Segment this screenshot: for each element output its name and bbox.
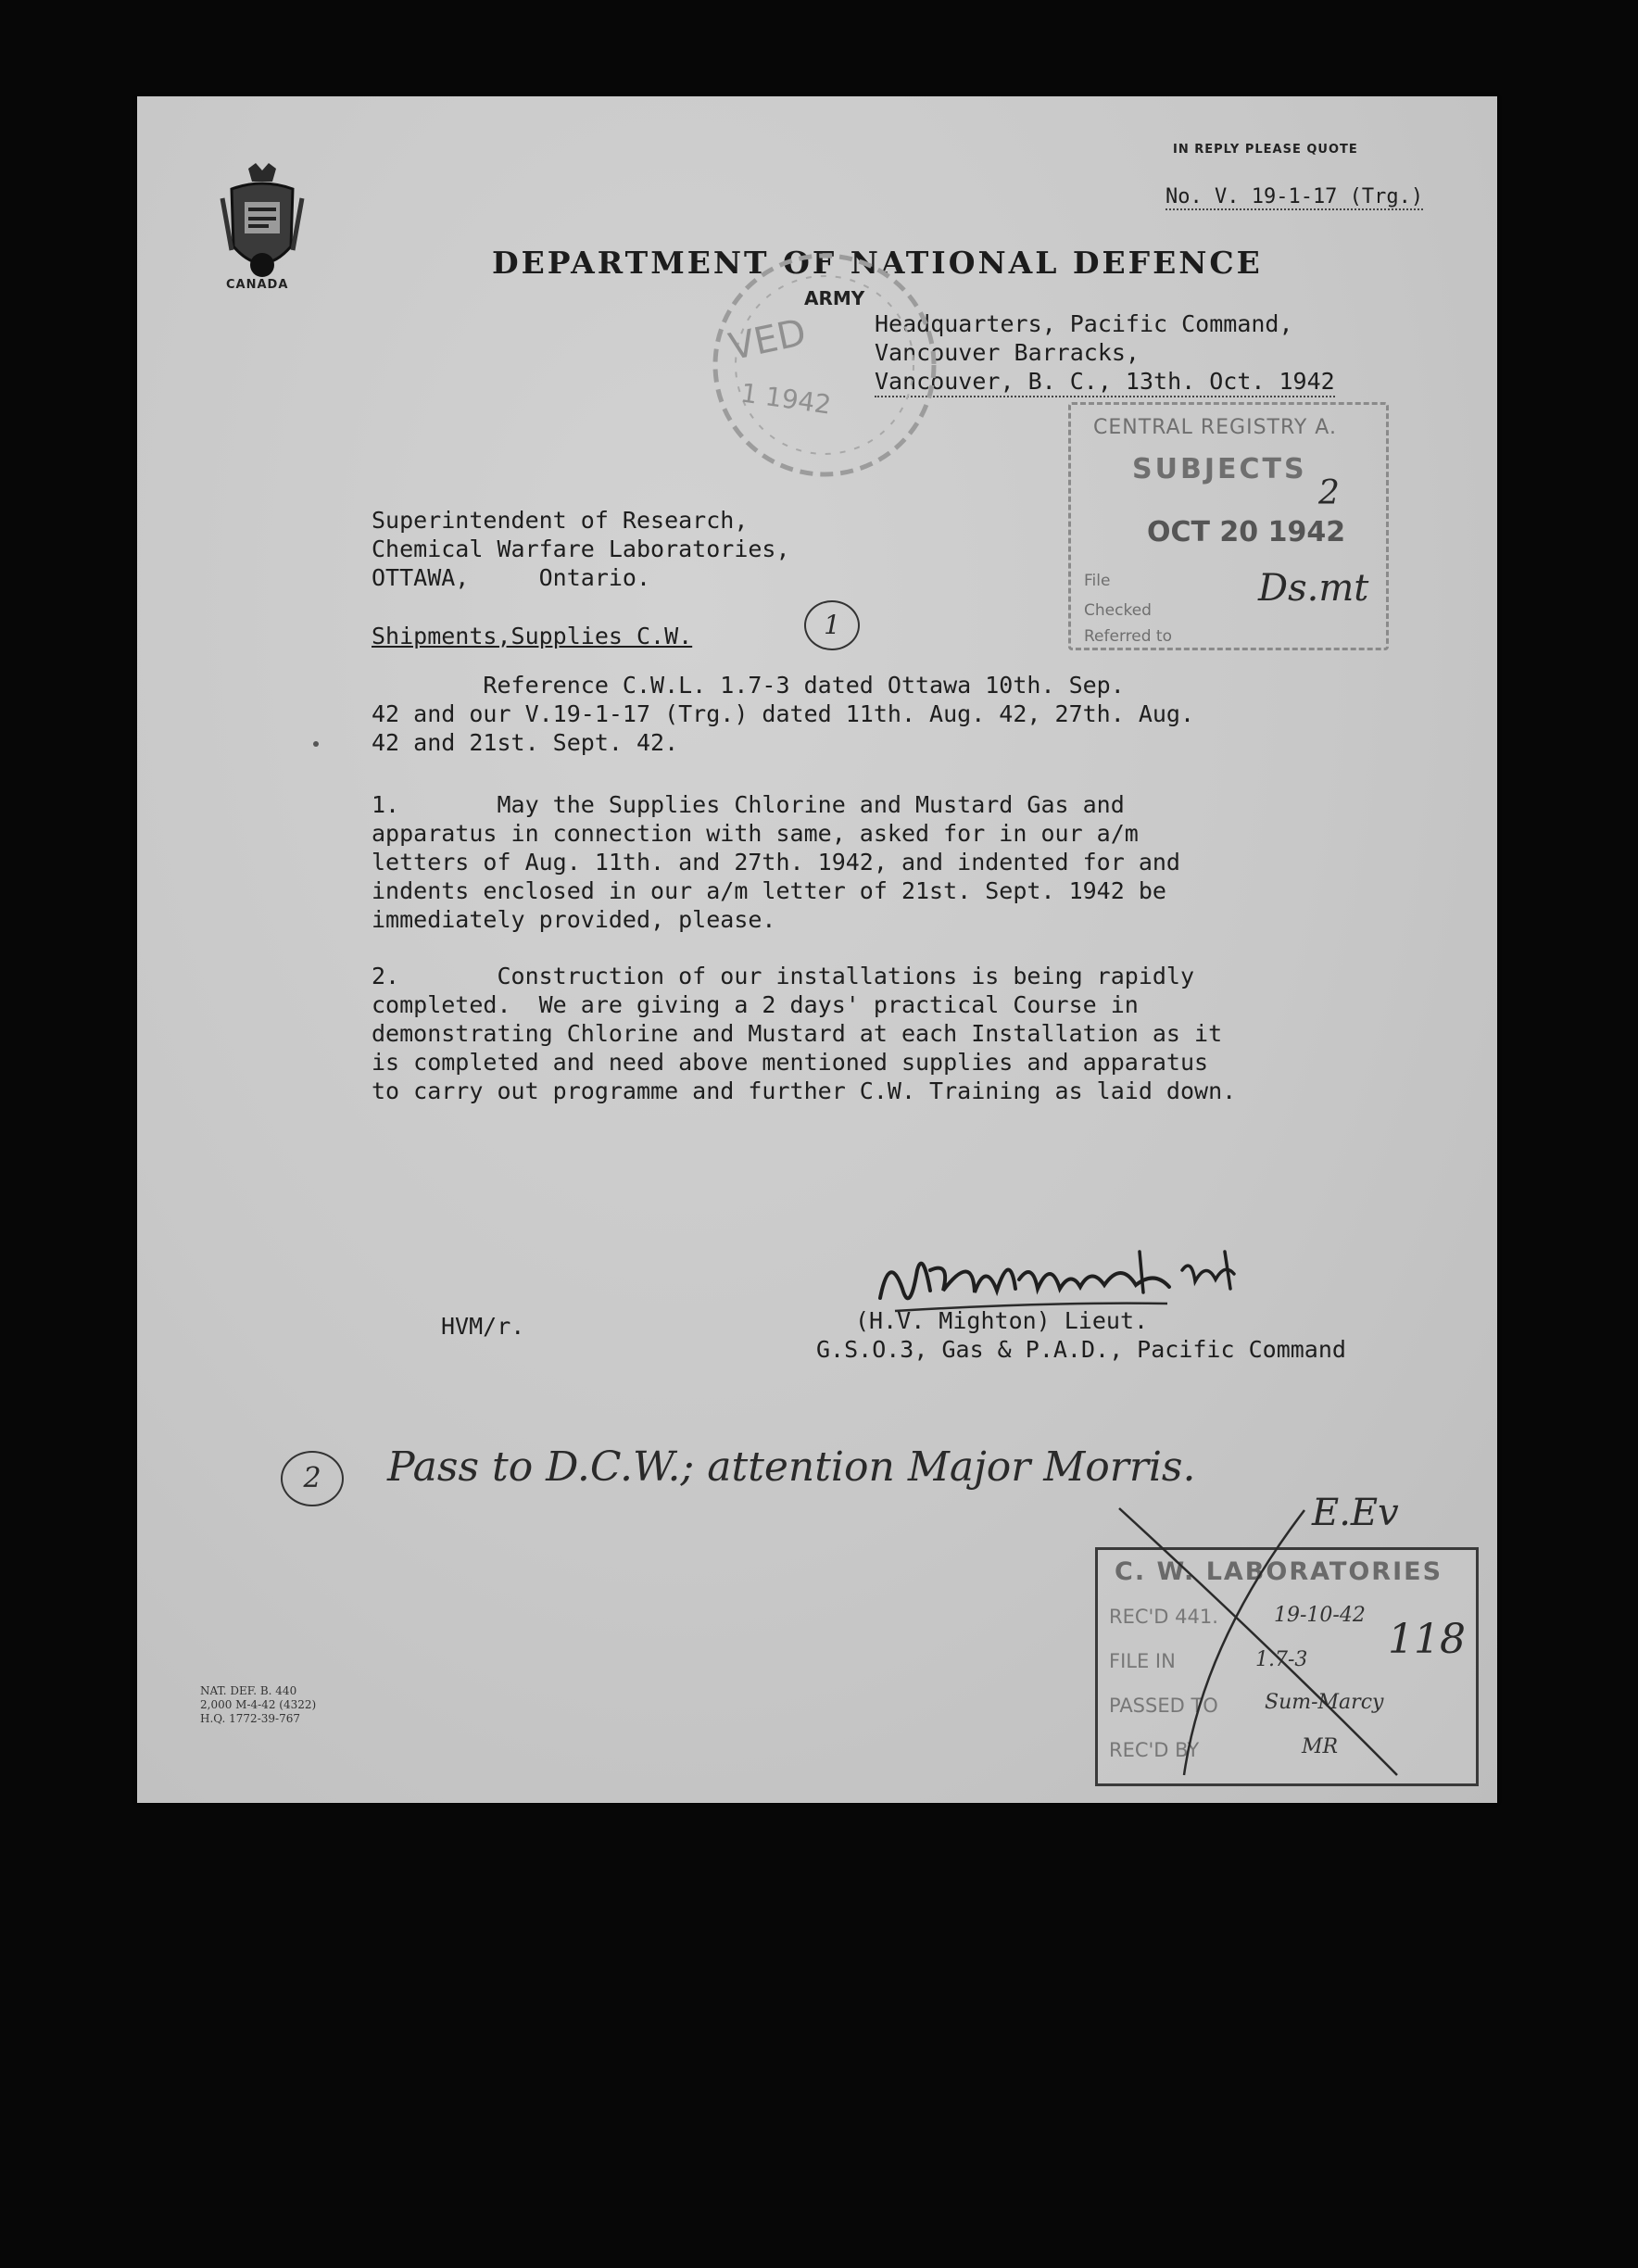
- received-stamp-date: 1 1942: [738, 377, 834, 421]
- circled-number-1: 1: [804, 600, 860, 650]
- lab-recd-value: 19-10-42: [1274, 1604, 1366, 1627]
- lab-file-label: FILE IN: [1109, 1650, 1176, 1672]
- registry-stamp-date: OCT 20 1942: [1147, 516, 1346, 548]
- paragraph-line: to carry out programme and further C.W. Training as laid down.: [372, 1077, 1237, 1104]
- reference-line: 42 and our V.19-1-17 (Trg.) dated 11th. Aug. 42, 27th. Aug.: [372, 700, 1195, 727]
- reference-paragraph: [372, 671, 1194, 757]
- canada-crest-icon: [211, 161, 313, 296]
- paragraph-line: is completed and need above mentioned supplies and apparatus: [372, 1049, 1209, 1076]
- paragraph-2: [372, 962, 1236, 1105]
- address-date-line: Vancouver, B. C., 13th. Oct. 1942: [875, 367, 1335, 397]
- registry-stamp: [1068, 402, 1389, 650]
- letter-page: [137, 96, 1497, 1803]
- handwritten-minute: Pass to D.C.W.; attention Major Morris.: [387, 1443, 1196, 1491]
- paragraph-1: [372, 790, 1180, 934]
- received-stamp: [704, 245, 945, 485]
- registry-stamp-title: CENTRAL REGISTRY A.: [1093, 416, 1337, 439]
- subject-line: Shipments,Supplies C.W.: [372, 623, 693, 649]
- signatory-title: G.S.O.3, Gas & P.A.D., Pacific Command: [816, 1336, 1346, 1363]
- registry-file-label: File: [1084, 572, 1111, 590]
- addressee-line: Superintendent of Research,: [372, 507, 749, 534]
- lab-handwritten-number: 118: [1388, 1616, 1466, 1663]
- paragraph-line: letters of Aug. 11th. and 27th. 1942, and indented for and: [372, 849, 1180, 876]
- paragraph-line: 1. May the Supplies Chlorine and Mustard Gas and: [372, 791, 1125, 818]
- paragraph-line: demonstrating Chlorine and Mustard at each Installation as it: [372, 1020, 1223, 1047]
- form-code-block: [200, 1684, 316, 1726]
- lab-recd-label: REC'D 441.: [1109, 1606, 1218, 1628]
- form-code-line: H.Q. 1772-39-767: [200, 1712, 300, 1725]
- army-label: ARMY: [804, 287, 865, 309]
- addressee-block: [372, 506, 790, 592]
- address-line: Vancouver Barracks,: [875, 339, 1140, 366]
- circled-number-2: 2: [281, 1451, 344, 1506]
- paper-speck: [313, 741, 319, 747]
- lab-passed-label: PASSED TO: [1109, 1695, 1218, 1717]
- lab-passed-value: Sum-Marcy: [1265, 1691, 1384, 1714]
- registry-stamp-subjects: SUBJECTS: [1132, 453, 1307, 485]
- form-code-line: NAT. DEF. B. 440: [200, 1684, 297, 1697]
- address-line: Headquarters, Pacific Command,: [875, 310, 1293, 337]
- file-number: No. V. 19-1-17 (Trg.): [1166, 185, 1424, 208]
- handwritten-minute-initials: E.Ev: [1312, 1492, 1399, 1534]
- registry-referred-label: Referred to: [1084, 627, 1172, 646]
- paragraph-line: completed. We are giving a 2 days' practical Course in: [372, 991, 1139, 1018]
- form-code-line: 2,000 M-4-42 (4322): [200, 1698, 317, 1711]
- received-stamp-text: VED: [724, 310, 811, 370]
- paragraph-line: apparatus in connection with same, asked for in our a/m: [372, 820, 1139, 847]
- paragraph-line: immediately provided, please.: [372, 906, 776, 933]
- paragraph-line: indents enclosed in our a/m letter of 21st. Sept. 1942 be: [372, 877, 1166, 904]
- lab-recd-by-label: REC'D BY: [1109, 1739, 1200, 1761]
- lab-recd-by-value: MR: [1302, 1735, 1339, 1758]
- registry-checked-label: Checked: [1084, 601, 1152, 620]
- reply-quote-label: IN REPLY PLEASE QUOTE: [1173, 143, 1358, 157]
- paragraph-line: 2. Construction of our installations is being rapidly: [372, 963, 1195, 989]
- addressee-line: Chemical Warfare Laboratories,: [372, 536, 790, 562]
- registry-handwritten-initials: Ds.mt: [1258, 567, 1369, 610]
- crest-label: CANADA: [226, 278, 289, 292]
- addressee-line: OTTAWA, Ontario.: [372, 564, 651, 591]
- reference-line: Reference C.W.L. 1.7-3 dated Ottawa 10th. Sep.: [372, 672, 1125, 699]
- lab-file-value: 1.7-3: [1255, 1648, 1308, 1671]
- department-title: DEPARTMENT OF NATIONAL DEFENCE: [492, 245, 1263, 281]
- reference-line: 42 and 21st. Sept. 42.: [372, 729, 679, 756]
- typist-initials: HVM/r.: [441, 1313, 525, 1340]
- signatory-name: (H.V. Mighton) Lieut.: [855, 1307, 1149, 1334]
- registry-handwritten-mark: 2: [1318, 474, 1340, 512]
- lab-stamp-title: C. W. LABORATORIES: [1115, 1557, 1443, 1586]
